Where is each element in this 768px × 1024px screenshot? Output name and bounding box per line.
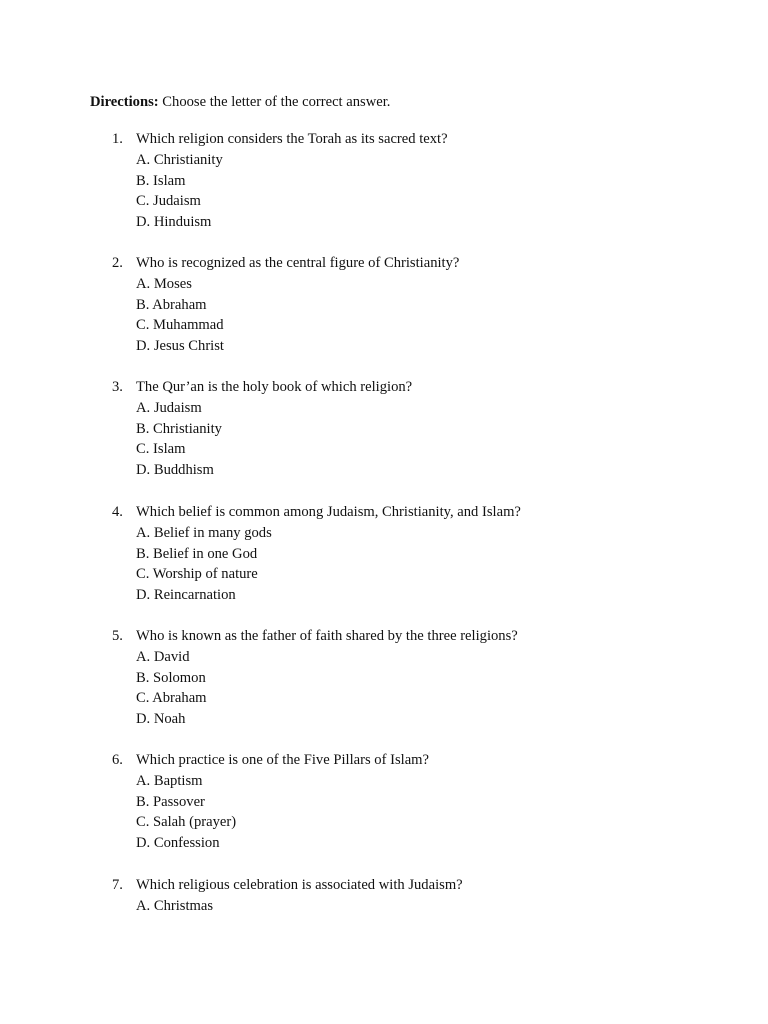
choice-a: A. Baptism bbox=[136, 773, 203, 789]
choice-c: C. Muhammad bbox=[136, 317, 224, 333]
question-number: 5. bbox=[112, 628, 123, 644]
choice-b: B. Islam bbox=[136, 173, 186, 189]
directions-text: Choose the letter of the correct answer. bbox=[162, 94, 391, 110]
question-text: Which religious celebration is associated with Judaism? bbox=[136, 877, 463, 893]
choice-b: B. Solomon bbox=[136, 670, 206, 686]
question-text: Which belief is common among Judaism, Christianity, and Islam? bbox=[136, 504, 521, 520]
directions-line bbox=[90, 93, 390, 111]
choice-c: C. Judaism bbox=[136, 193, 201, 209]
choice-a: A. David bbox=[136, 649, 190, 665]
question-number: 7. bbox=[112, 877, 123, 893]
directions-label: Directions: bbox=[90, 94, 159, 110]
question-text: Who is recognized as the central figure of Christianity? bbox=[136, 255, 460, 271]
choice-b: B. Abraham bbox=[136, 297, 207, 313]
question-text: Who is known as the father of faith shared by the three religions? bbox=[136, 628, 518, 644]
question-number: 4. bbox=[112, 504, 123, 520]
choice-c: C. Salah (prayer) bbox=[136, 814, 237, 830]
choice-d: D. Hinduism bbox=[136, 214, 212, 230]
choice-a: A. Christianity bbox=[136, 152, 223, 168]
choice-d: D. Jesus Christ bbox=[136, 338, 224, 354]
choice-d: D. Reincarnation bbox=[136, 587, 236, 603]
choice-d: D. Buddhism bbox=[136, 462, 214, 478]
question-number: 6. bbox=[112, 752, 123, 768]
question-number: 3. bbox=[112, 379, 123, 395]
choice-b: B. Passover bbox=[136, 794, 205, 810]
choice-a: A. Christmas bbox=[136, 898, 214, 914]
choice-d: D. Confession bbox=[136, 835, 220, 851]
choice-c: C. Islam bbox=[136, 441, 186, 457]
choice-a: A. Judaism bbox=[136, 400, 202, 416]
choice-c: C. Worship of nature bbox=[136, 566, 258, 582]
choice-a: A. Belief in many gods bbox=[136, 525, 272, 541]
choice-b: B. Christianity bbox=[136, 421, 222, 437]
question-text: Which practice is one of the Five Pillars of Islam? bbox=[136, 752, 430, 768]
question-text: The Qur’an is the holy book of which religion? bbox=[136, 379, 413, 395]
choice-a: A. Moses bbox=[136, 276, 192, 292]
choice-b: B. Belief in one God bbox=[136, 546, 258, 562]
question-number: 2. bbox=[112, 255, 123, 271]
choice-c: C. Abraham bbox=[136, 690, 207, 706]
question-number: 1. bbox=[112, 131, 123, 147]
choice-d: D. Noah bbox=[136, 711, 186, 727]
question-text: Which religion considers the Torah as its sacred text? bbox=[136, 131, 448, 147]
